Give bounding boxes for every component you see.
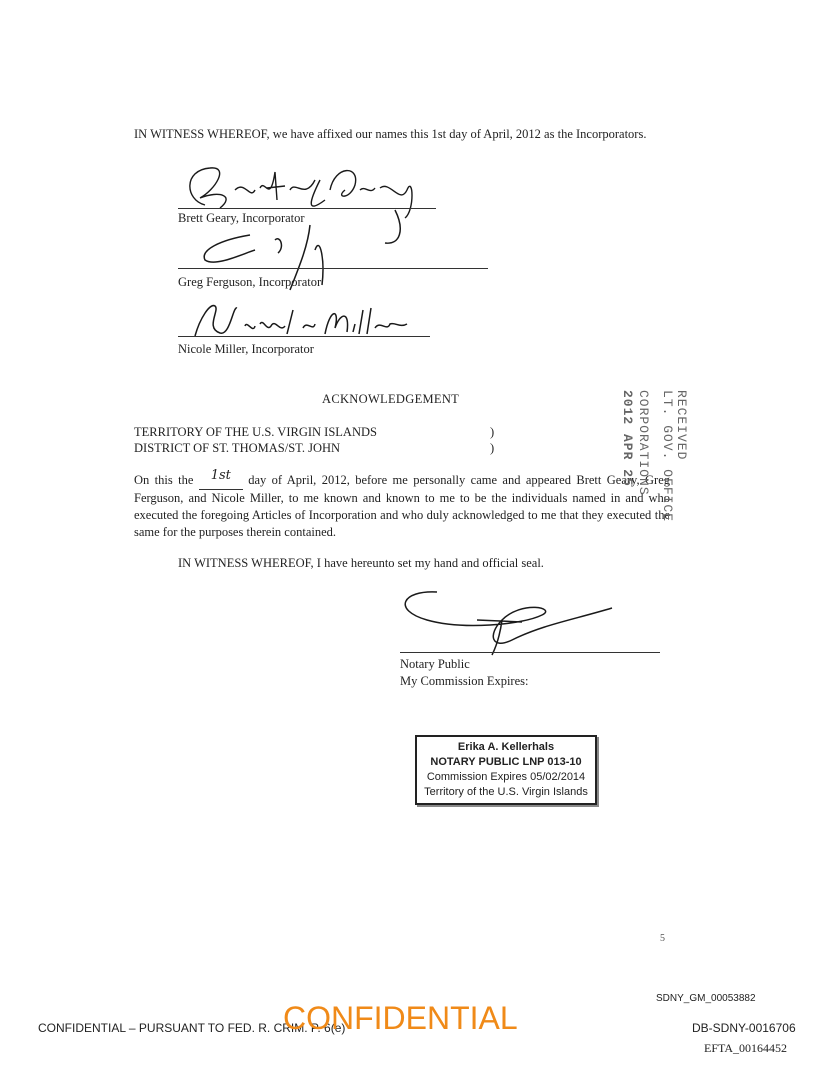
bates-sdny: SDNY_GM_00053882 — [656, 993, 756, 1004]
day-blank — [199, 468, 243, 490]
received-stamp-office: LT. GOV. OFFICE — [660, 390, 675, 523]
db-number: DB-SDNY-0016706 — [692, 1021, 796, 1035]
day-handwritten: 1st — [210, 468, 231, 483]
notary-stamp-territory: Territory of the U.S. Virgin Islands — [424, 786, 588, 798]
signature-line-3 — [178, 336, 430, 337]
confidential-notice: CONFIDENTIAL – PURSUANT TO FED. R. CRIM. P. 6(e) — [38, 1021, 346, 1035]
district-line: DISTRICT OF ST. THOMAS/ST. JOHN — [134, 441, 341, 455]
paren-2: ) — [490, 441, 495, 455]
notary-signature-line — [400, 652, 660, 653]
witness-paragraph: IN WITNESS WHEREOF, we have affixed our names this 1st day of April, 2012 as the Incorporators. — [134, 127, 647, 141]
confidential-stamp: CONFIDENTIAL — [283, 1000, 518, 1036]
body-pre: On this the — [134, 473, 194, 487]
signatory-name-2: Greg Ferguson, Incorporator — [178, 275, 322, 289]
territory-line: TERRITORY OF THE U.S. VIRGIN ISLANDS — [134, 425, 377, 439]
page-number: 5 — [660, 933, 665, 944]
received-stamp-corporations: CORPORATIONS — [636, 390, 651, 496]
notary-stamp — [415, 735, 597, 805]
signatory-name-3: Nicole Miller, Incorporator — [178, 342, 314, 356]
received-stamp-date: 2012 APR 25 — [620, 390, 635, 487]
received-stamp — [565, 390, 735, 523]
efta-number: EFTA_00164452 — [704, 1041, 788, 1055]
notary-title: Notary Public — [400, 657, 470, 671]
acknowledgement-heading: ACKNOWLEDGEMENT — [322, 392, 460, 406]
notary-witness-line: IN WITNESS WHEREOF, I have hereunto set my hand and official seal. — [178, 556, 544, 570]
notary-stamp-name: Erika A. Kellerhals — [457, 741, 555, 753]
notary-stamp-expiry: Commission Expires 05/02/2014 — [426, 771, 586, 783]
paren-1: ) — [490, 425, 495, 439]
signatory-name-1: Brett Geary, Incorporator — [178, 211, 305, 225]
body-post: day of April, 2012, before me personally came and appeared Brett Geary, Greg Ferguson, and Nicole Miller, to me known and known to me to be the individuals named in and who executed the foregoing Articles of Incorporation and who duly acknowledged to me that they executed the same for the purposes therein contained. — [134, 473, 671, 539]
notary-commission: My Commission Expires: — [400, 674, 529, 688]
signature-line-2 — [178, 268, 488, 269]
notary-stamp-license: NOTARY PUBLIC LNP 013-10 — [430, 756, 582, 768]
received-stamp-received: RECEIVED — [674, 390, 689, 461]
